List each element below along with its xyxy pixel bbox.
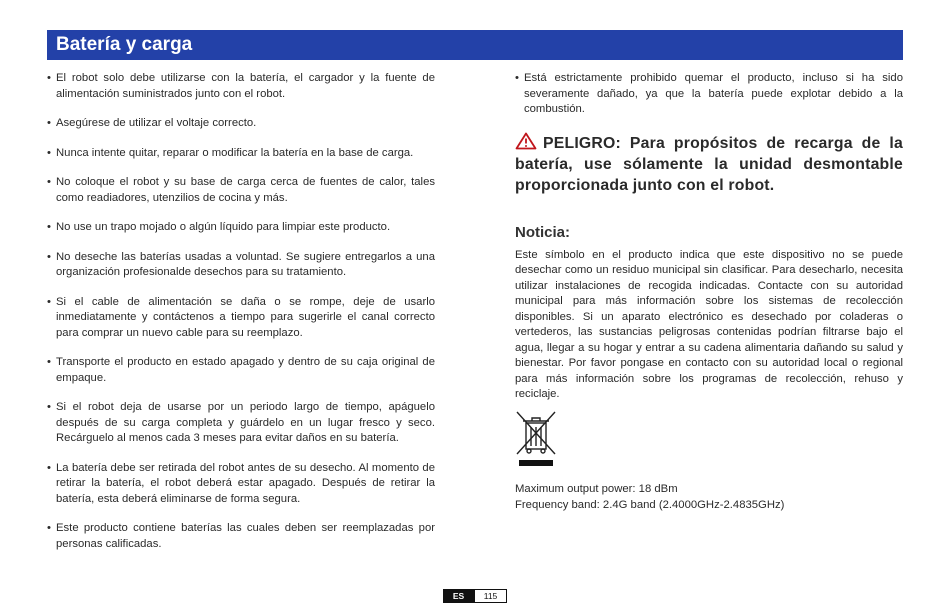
notice-heading: Noticia: [515,223,571,241]
section-title: Batería y carga [56,34,193,55]
list-item: • El robot solo debe utilizarse con la batería, el cargador y la fuente de alimentación suministrados junto con el robot. [47,71,435,102]
list-item: • Si el robot deja de usarse por un periodo largo de tiempo, apáguelo después de su carga completa y guárdelo en un lugar fresco y seco. Recárguelo al menos cada 3 meses para evitar daños en su batería. [47,400,435,447]
danger-warning [515,132,903,196]
list-item: • No coloque el robot y su base de carga cerca de fuentes de calor, tales como readiadores, utenzilios de cocina y más. [47,175,435,206]
list-item: • Este producto contiene baterías las cuales deben ser reemplazadas por personas calificadas. [47,521,435,552]
list-item: • No use un trapo mojado o algún líquido para limpiar este producto. [47,220,435,236]
list-item: • Asegúrese de utilizar el voltaje correcto. [47,116,435,132]
left-column [47,71,435,552]
notice-paragraph: Este símbolo en el producto indica que este dispositivo no se puede desechar como un residuo municipal sin clasificar. Para desecharlo, necesita utilizar instalaciones de recogida indicadas. Contacte con su autoridad municipal para más información sobre los sistemas de recolección disponibles. Si un aparato electrónico es desechado por coladeras o vertederos, las sustancias peligrosas contenidas podrían filtrarse bajo el agua, llegar a su hogar y entrar a su cadena alimentaria dañando su salud y bienestar. Por favor pongase en contacto con su autoridad local o regional para más información sobre los programas de recolección, rehuso y reciclaje. [515,248,903,400]
language-badge: ES [443,589,474,603]
list-item: • Transporte el producto en estado apagado y dentro de su caja original de empaque. [47,355,435,386]
warning-triangle-icon [515,132,537,150]
danger-text: PELIGRO: Para propósitos de recarga de la batería, use sólamente la unidad desmontable proporcionada junto con el robot. [515,134,903,194]
list-item: • La batería debe ser retirada del robot antes de su desecho. Al momento de retirar la batería, el robot deberá estar apagado. Después de retirar la batería, esta deberá eliminarse de forma segura. [47,461,435,508]
spec-power: Maximum output power: 18 dBm [515,482,678,495]
list-item: • Si el cable de alimentación se daña o se rompe, deje de usarlo inmediatamente y contáctenos a tiempo para sugerirle el canal correcto para comprar un nuevo cable para su reemplazo. [47,295,435,342]
spec-block [515,481,903,513]
list-item: • Nunca intente quitar, reparar o modificar la batería en la base de carga. [47,146,435,162]
list-item: • No deseche las baterías usadas a voluntad. Se sugiere entregarlos a una organización profesionalde desechos para su tratamiento. [47,250,435,281]
right-column [515,71,903,513]
section-title-bar [47,30,903,60]
crossed-bin-icon [515,410,557,468]
page-footer [443,589,507,603]
spec-band: Frequency band: 2.4G band (2.4000GHz-2.4835GHz) [515,498,785,511]
list-item: • Está estrictamente prohibido quemar el producto, incluso si ha sido severamente dañado, ya que la batería puede explotar debido a la combustión. [515,71,903,118]
page-number: 115 [474,589,507,603]
